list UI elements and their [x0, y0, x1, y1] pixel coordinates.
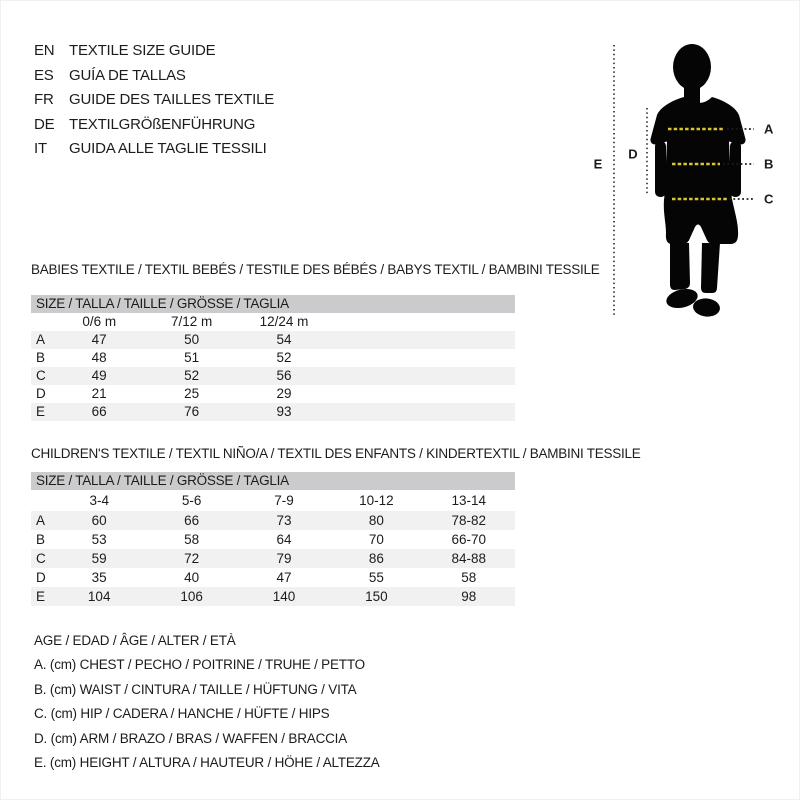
cell: 47	[276, 570, 292, 585]
lang-row-es	[34, 64, 274, 89]
column-header: 13-14	[451, 493, 487, 508]
column-header: 7-9	[274, 493, 294, 508]
table-row	[31, 403, 515, 421]
lang-row-it	[34, 137, 274, 162]
column-header: 5-6	[181, 493, 202, 508]
children-size-header-bar: SIZE / TALLA / TAILLE / GRÖSSE / TAGLIA	[31, 472, 515, 490]
cell: 98	[461, 589, 477, 604]
cell: 35	[91, 570, 107, 585]
measure-label-e: E	[593, 156, 603, 172]
children-column-header-row	[31, 490, 515, 511]
lang-row-fr	[34, 88, 274, 113]
row-label: C	[36, 551, 46, 566]
language-title-list	[34, 39, 274, 162]
cell: 80	[368, 513, 384, 528]
corner-cell	[31, 490, 53, 511]
cell: 52	[276, 350, 292, 365]
cell: 58	[461, 570, 477, 585]
column-header: 7/12 m	[170, 314, 213, 329]
legend-hip: C. (cm) HIP / CADERA / HANCHE / HÜFTE / HIPS	[34, 706, 330, 722]
row-label: C	[36, 368, 46, 383]
table-row	[31, 385, 515, 403]
table-row	[31, 511, 515, 530]
lang-label: GUIDA ALLE TAGLIE TESSILI	[69, 140, 267, 157]
cell: 40	[184, 570, 200, 585]
measurement-legend	[34, 629, 380, 775]
lang-code: FR	[34, 91, 54, 108]
cell: 56	[276, 368, 292, 383]
cell: 25	[184, 386, 200, 401]
child-silhouette	[650, 44, 745, 318]
legend-chest: A. (cm) CHEST / PECHO / POITRINE / TRUHE / PETTO	[34, 657, 365, 673]
cell: 106	[180, 589, 203, 604]
cell: 104	[87, 589, 111, 604]
lang-label: GUÍA DE TALLAS	[69, 66, 186, 84]
cell: 66-70	[451, 532, 487, 547]
column-header: 12/24 m	[259, 314, 309, 329]
cell: 64	[276, 532, 292, 547]
lang-label: GUIDE DES TAILLES TEXTILE	[69, 91, 275, 108]
lang-code: EN	[34, 42, 55, 59]
cell: 140	[272, 589, 296, 604]
legend-height: E. (cm) HEIGHT / ALTURA / HAUTEUR / HÖHE / ALTEZZA	[34, 754, 380, 770]
cell: 66	[91, 404, 107, 419]
legend-age: AGE / EDAD / ÂGE / ALTER / ETÀ	[34, 633, 236, 648]
cell: 150	[365, 589, 388, 604]
column-header: 10-12	[359, 493, 394, 508]
child-measurement-figure	[586, 26, 798, 326]
row-label: D	[36, 386, 46, 401]
cell: 84-88	[451, 551, 487, 566]
cell: 50	[184, 332, 200, 347]
legend-waist: B. (cm) WAIST / CINTURA / TAILLE / HÜFTUNG / VITA	[34, 681, 357, 697]
cell: 49	[91, 368, 107, 383]
lang-row-de	[34, 113, 274, 138]
row-label: E	[36, 404, 46, 419]
table-row	[31, 530, 515, 549]
cell: 70	[368, 532, 384, 547]
lang-code: ES	[34, 66, 54, 84]
table-row	[31, 587, 515, 606]
row-label: B	[36, 532, 46, 547]
cell: 48	[91, 350, 107, 365]
cell: 79	[276, 551, 292, 566]
cell: 59	[91, 551, 107, 566]
cell: 76	[184, 404, 200, 419]
babies-section-title: BABIES TEXTILE / TEXTIL BEBÉS / TESTILE DES BÉBÉS / BABYS TEXTIL / BAMBINI TESSILE	[31, 262, 600, 277]
cell: 72	[184, 551, 200, 566]
corner-cell	[31, 313, 53, 331]
cell: 86	[368, 551, 384, 566]
row-label: A	[36, 513, 46, 528]
cell: 52	[184, 368, 200, 383]
cell: 54	[276, 332, 292, 347]
table-row	[31, 549, 515, 568]
measure-label-b: B	[764, 156, 774, 172]
cell: 51	[184, 350, 200, 365]
babies-size-header-bar: SIZE / TALLA / TAILLE / GRÖSSE / TAGLIA	[31, 295, 515, 313]
measure-label-d: D	[628, 146, 638, 162]
cell: 60	[91, 513, 107, 528]
row-label: B	[36, 350, 46, 365]
cell: 53	[91, 532, 107, 547]
cell: 55	[368, 570, 384, 585]
cell: 93	[276, 404, 292, 419]
cell: 47	[91, 332, 107, 347]
cell: 29	[276, 386, 292, 401]
cell: 58	[184, 532, 200, 547]
column-header: 3-4	[89, 493, 109, 508]
measure-label-c: C	[764, 191, 774, 207]
children-size-table	[31, 472, 515, 606]
row-label: D	[36, 570, 46, 585]
measure-label-a: A	[764, 121, 774, 137]
cell: 78-82	[451, 513, 487, 528]
cell: 66	[184, 513, 200, 528]
table-row	[31, 568, 515, 587]
lang-label: TEXTILGRÖßENFÜHRUNG	[69, 115, 256, 133]
babies-size-table	[31, 295, 515, 421]
cell: 21	[91, 386, 107, 401]
lang-code: DE	[34, 115, 55, 133]
cell: 73	[276, 513, 292, 528]
column-header: 0/6 m	[82, 314, 117, 329]
legend-arm: D. (cm) ARM / BRAZO / BRAS / WAFFEN / BRACCIA	[34, 730, 348, 746]
row-label: E	[36, 589, 46, 604]
lang-label: TEXTILE SIZE GUIDE	[69, 42, 216, 59]
children-section-title: CHILDREN'S TEXTILE / TEXTIL NIÑO/A / TEXTIL DES ENFANTS / KINDERTEXTIL / BAMBINI TESSILE	[31, 446, 641, 461]
lang-code: IT	[34, 140, 47, 157]
row-label: A	[36, 332, 46, 347]
table-row	[31, 367, 515, 385]
babies-column-header-row	[31, 313, 515, 331]
lang-row-en	[34, 39, 274, 64]
table-row	[31, 331, 515, 349]
table-row	[31, 349, 515, 367]
